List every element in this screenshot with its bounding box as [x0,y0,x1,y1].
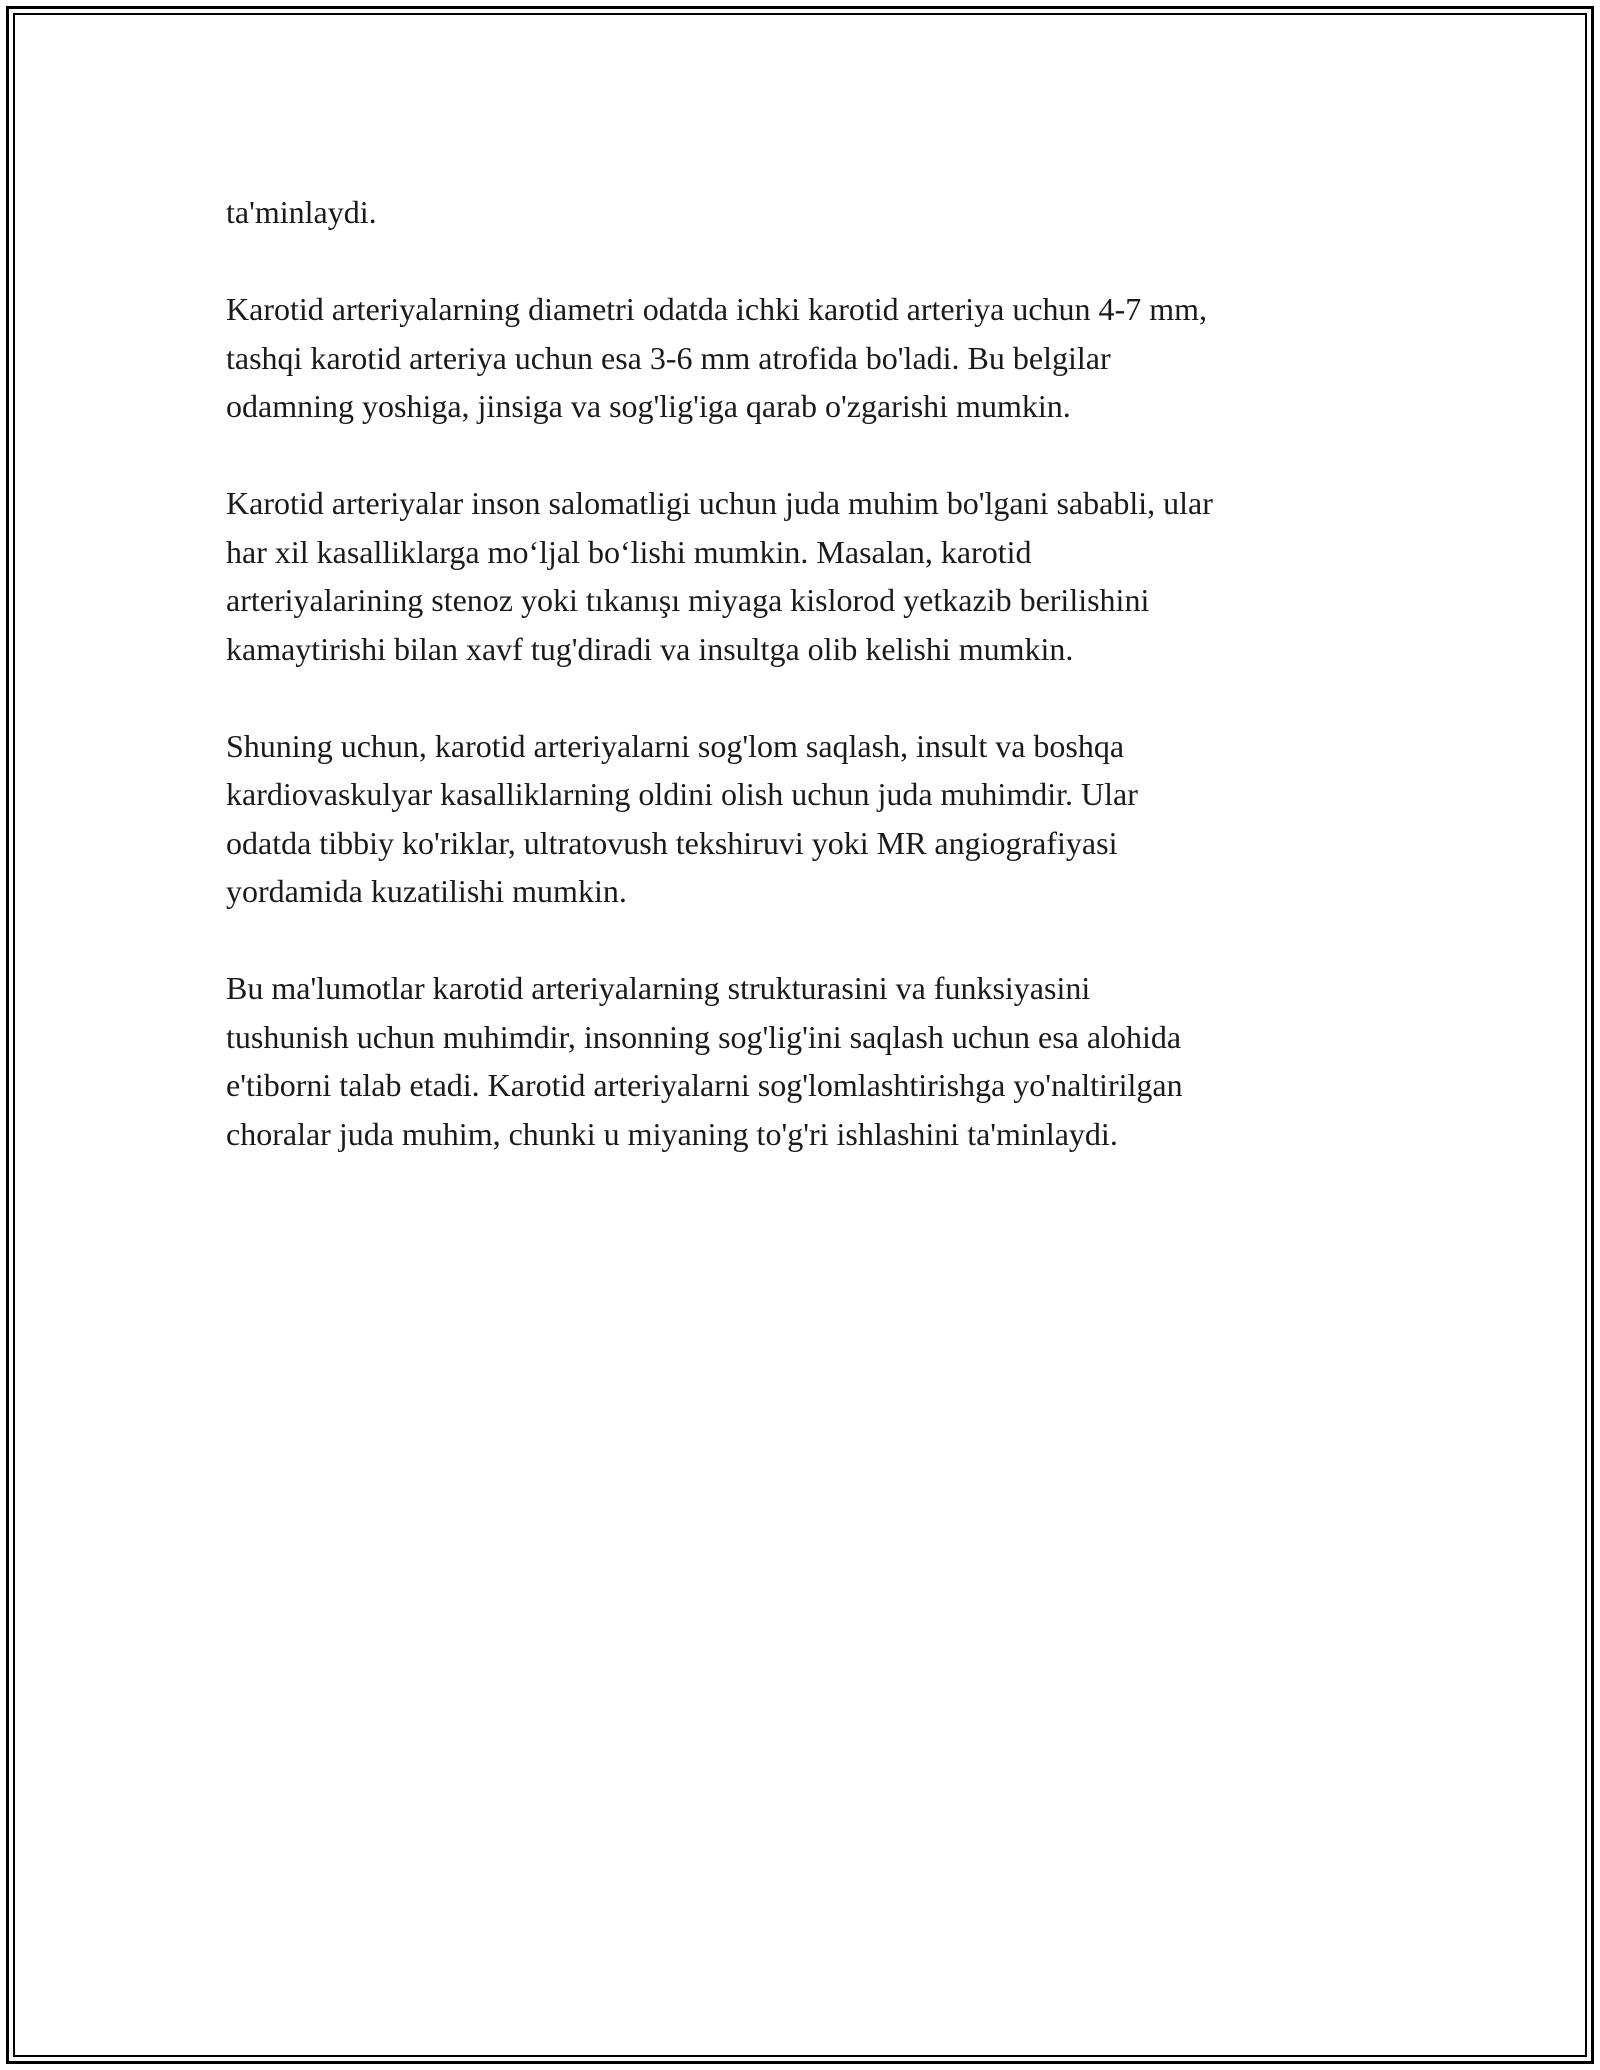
paragraph-health-risks: Karotid arteriyalar inson salomatligi uchun juda muhim bo'lgani sababli, ular har xil kasalliklarga mo‘ljal bo‘lishi mumkin. Masalan, karotid arteriyalarining stenoz yoki tıkanışı miyaga kislorod yetkazib berilishini kamaytirishi bilan xavf tug'diradi va insultga olib kelishi mumkin. [226,485,1213,667]
paragraph-diameter: Karotid arteriyalarning diametri odatda ichki karotid arteriya uchun 4-7 mm, tashqi karotid arteriya uchun esa 3-6 mm atrofida bo'ladi. Bu belgilar odamning yoshiga, jinsiga va sog'lig'iga qarab o'zgarishi mumkin. [226,291,1207,424]
document-body [226,188,1376,1207]
paragraph-continuation: ta'minlaydi. [226,194,377,230]
paragraph-conclusion: Bu ma'lumotlar karotid arteriyalarning strukturasini va funksiyasini tushunish uchun muhimdir, insonning sog'lig'ini saqlash uchun esa alohida e'tiborni talab etadi. Karotid arteriyalarni sog'lomlashtirishga yo'naltirilgan choralar juda muhim, chunki u miyaning to'g'ri ishlashini ta'minlaydi. [226,970,1183,1152]
paragraph-prevention: Shuning uchun, karotid arteriyalarni sog'lom saqlash, insult va boshqa kardiovaskulyar kasalliklarning oldini olish uchun juda muhimdir. Ular odatda tibbiy ko'riklar, ultratovush tekshiruvi yoki MR angiografiyasi yordamida kuzatilishi mumkin. [226,727,1138,909]
